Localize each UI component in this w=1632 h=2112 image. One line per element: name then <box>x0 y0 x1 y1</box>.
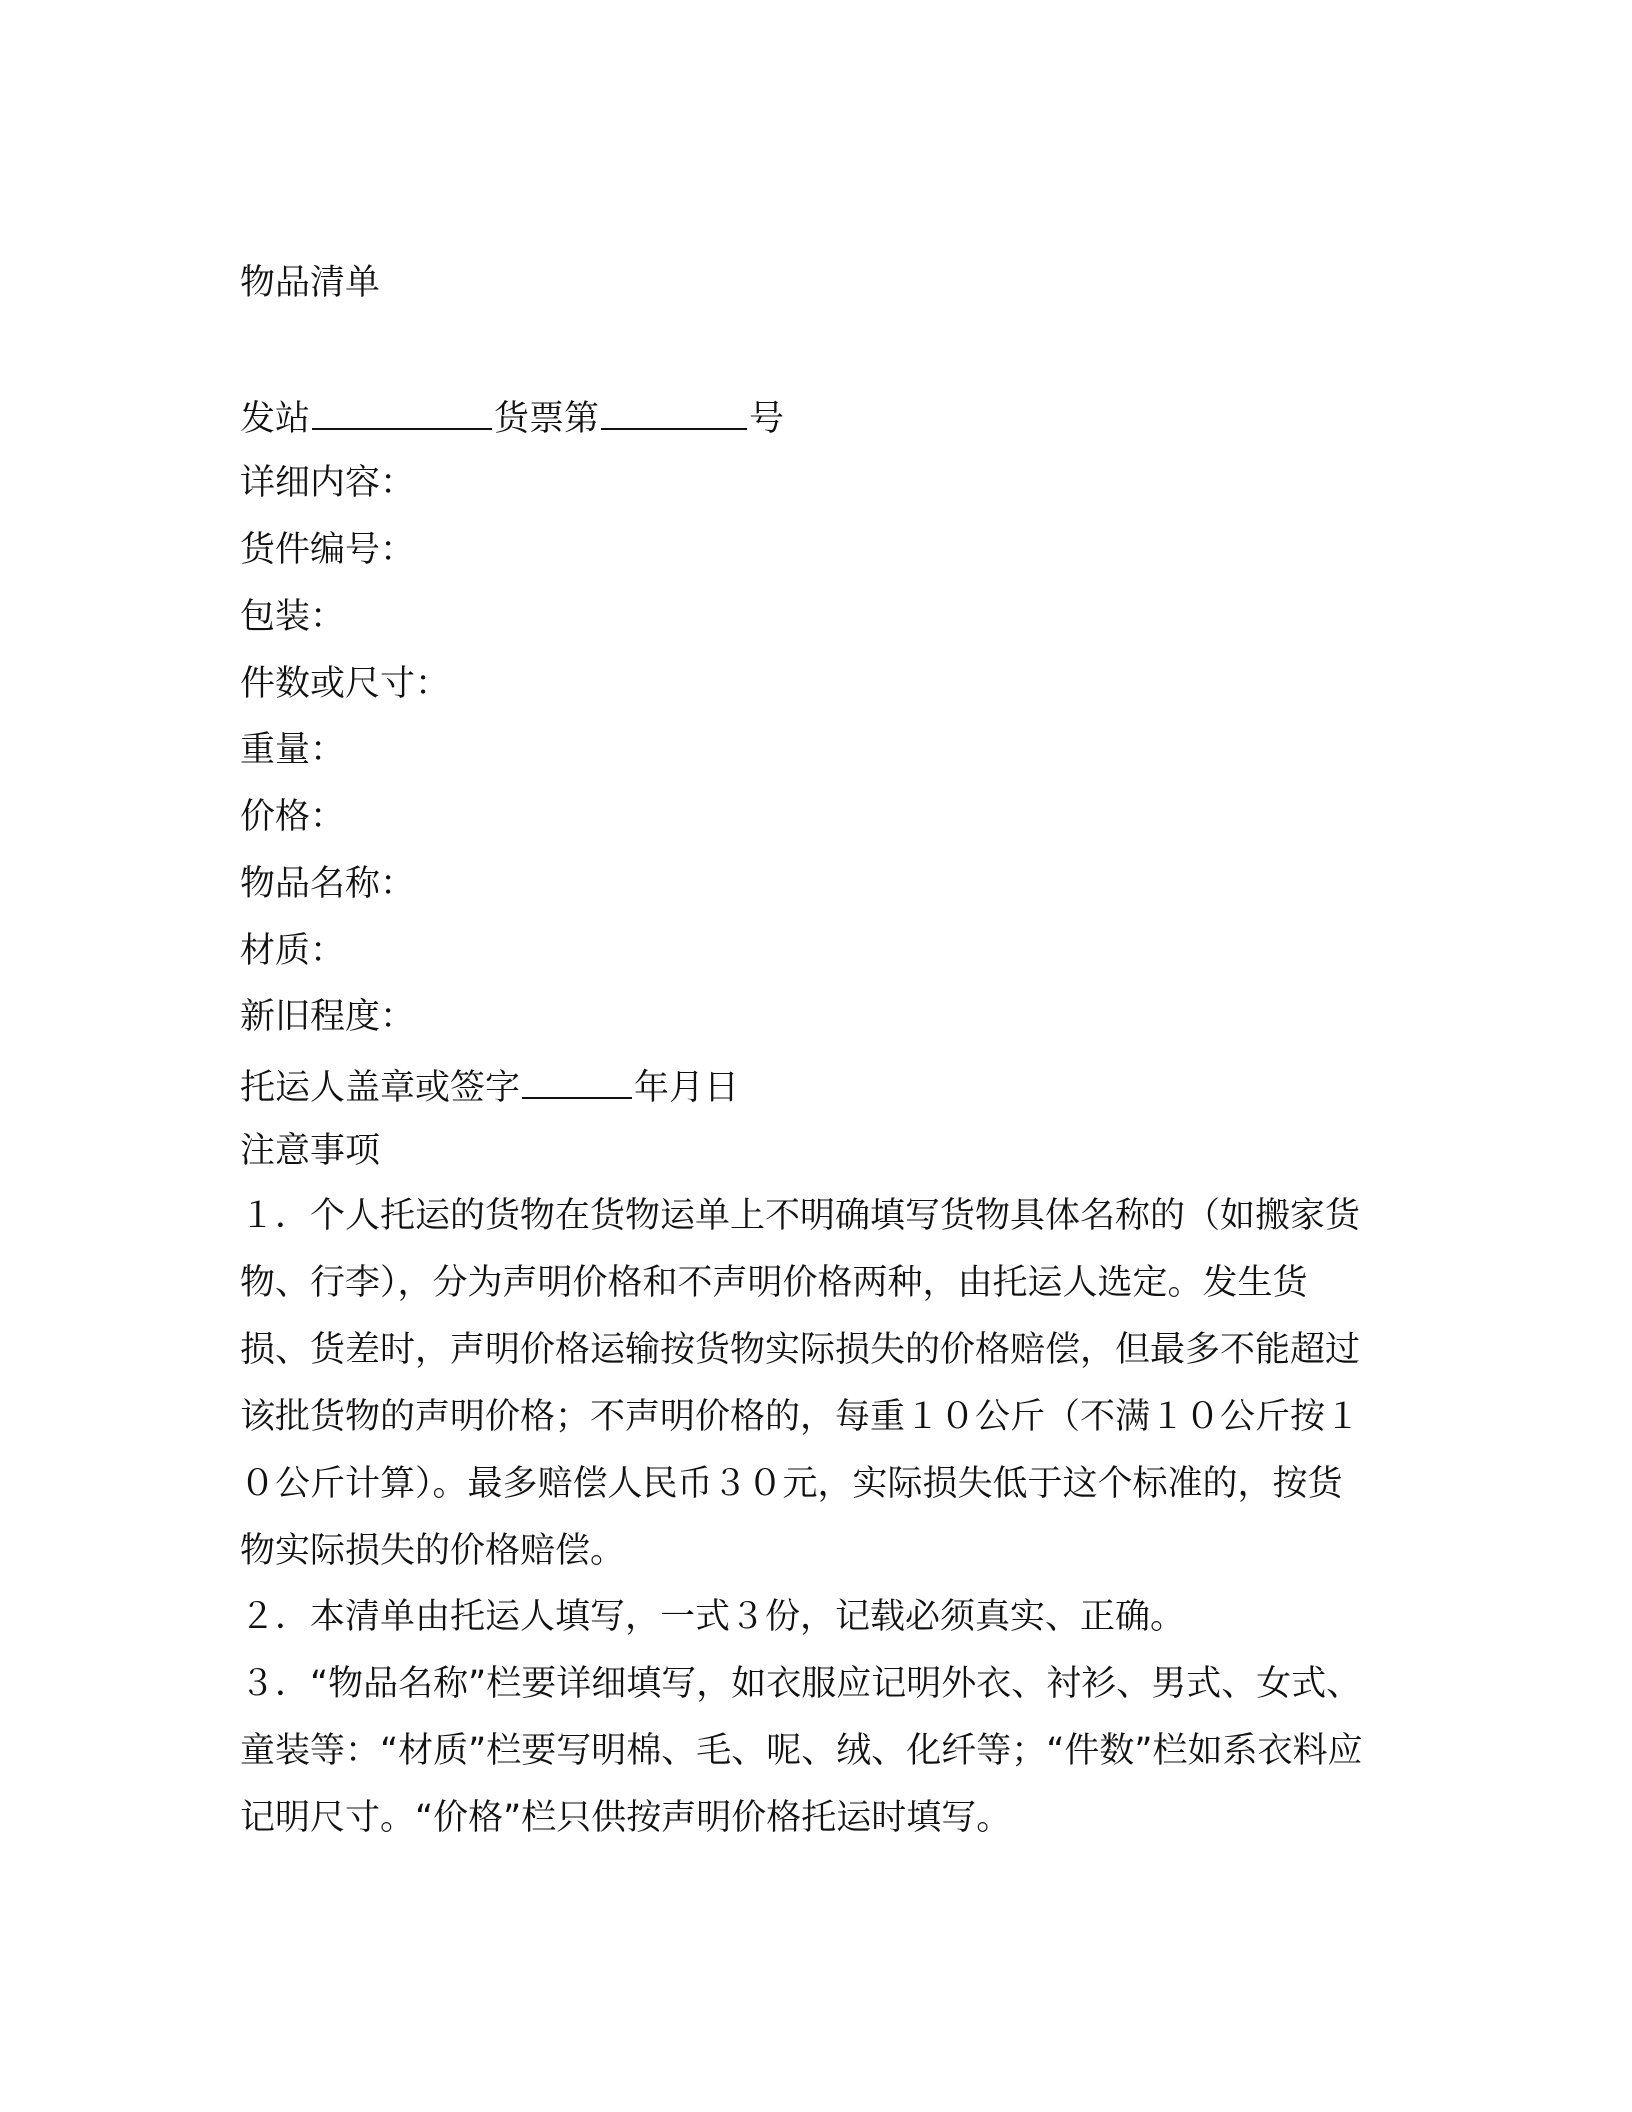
date-suffix: 年月日 <box>634 1068 740 1108</box>
note-2: ２．本清单由托运人填写，一式３份，记载必须真实、正确。 <box>240 1597 1186 1637</box>
note-1: １．个人托运的货物在货物运单上不明确填写货物具体名称的（如搬家货物、行李），分为声明价格和不声明价格两种，由托运人选定。发生货损、货差时，声明价格运输按货物实际损失的价格赔偿，但最多不能超过该批货物的声明价格；不声明价格的，每重１０公斤（不满１０公斤按１０公斤计算）。最多赔偿人民币３０元，实际损失低于这个标准的，按货物实际损失的价格赔偿。 <box>240 1196 1361 1571</box>
signature-label: 托运人盖章或签字 <box>240 1068 521 1108</box>
station-label: 发站 <box>240 399 311 439</box>
field-condition: 新旧程度： <box>240 997 416 1037</box>
ticket-number-blank[interactable] <box>601 398 747 430</box>
signature-line <box>240 1067 739 1106</box>
signature-blank[interactable] <box>522 1067 632 1099</box>
field-item-name: 物品名称： <box>240 864 416 904</box>
ticket-label: 货票第 <box>494 399 600 439</box>
notes-title: 注意事项 <box>240 1131 381 1171</box>
ticket-suffix: 号 <box>749 399 785 439</box>
field-count-size: 件数或尺寸： <box>240 664 451 704</box>
note-3: ３．“物品名称”栏要详细填写，如衣服应记明外衣、衬衫、男式、女式、童装等：“材质”栏要写明棉、毛、呢、绒、化纤等；“件数”栏如系衣料应记明尺寸。“价格”栏只供按声明价格托运时填写。 <box>240 1664 1363 1838</box>
field-price: 价格： <box>240 797 346 837</box>
field-item-number: 货件编号： <box>240 530 416 570</box>
field-packaging: 包装： <box>240 597 346 637</box>
field-detail: 详细内容： <box>240 463 416 503</box>
station-ticket-line <box>240 398 784 437</box>
document-title: 物品清单 <box>240 263 381 303</box>
field-weight: 重量： <box>240 730 346 770</box>
field-material: 材质： <box>240 931 346 971</box>
station-blank[interactable] <box>312 398 492 430</box>
